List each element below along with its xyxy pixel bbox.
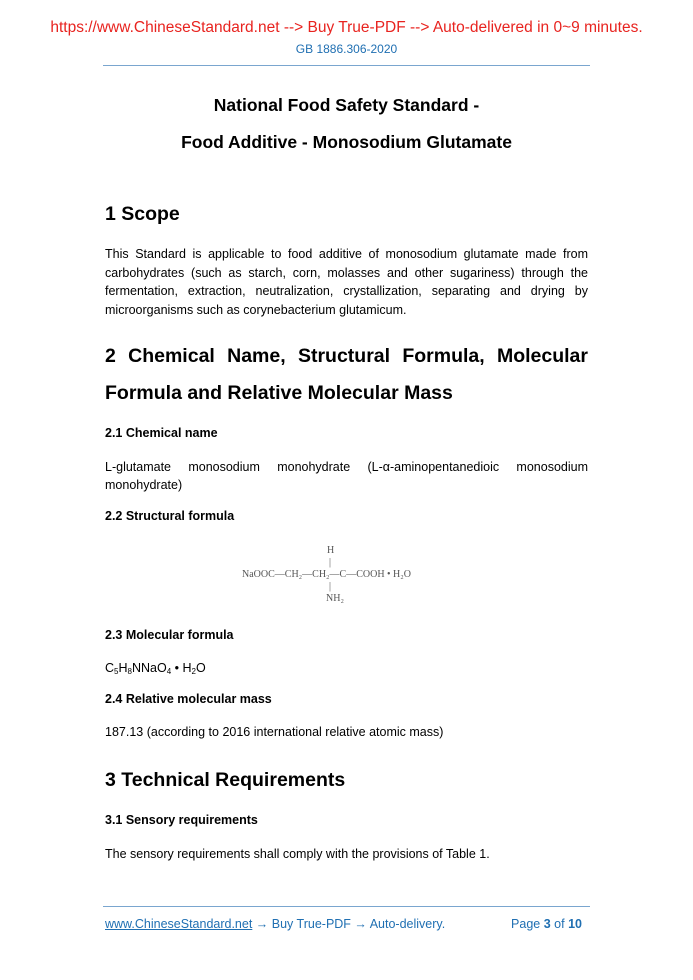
top-banner[interactable]: https://www.ChineseStandard.net --> Buy True-PDF --> Auto-delivered in 0~9 minutes.: [50, 19, 643, 36]
formula-chain: NaOOC—CH₂—CH₂—C—COOH • H₂O: [242, 569, 411, 580]
sensory-text: The sensory requirements shall comply with the provisions of Table 1.: [105, 847, 490, 861]
subsection-2-2-heading: 2.2 Structural formula: [105, 509, 235, 523]
mol-h-sub: 8: [127, 667, 132, 676]
footer: [105, 917, 588, 931]
mol-c: C: [105, 661, 115, 675]
mol-c-sub: 5: [114, 667, 119, 676]
page-number: 3: [543, 917, 551, 931]
mol-dot-h: • H: [171, 661, 192, 675]
subsection-2-1-heading: 2.1 Chemical name: [105, 426, 218, 440]
standard-code: GB 1886.306-2020: [295, 42, 398, 56]
section-2-heading-line1: 2 Chemical Name, Structural Formula, Molecular: [105, 345, 588, 367]
mol-o: O: [195, 661, 206, 675]
header-rule: [103, 65, 590, 66]
mol-o-sub: 4: [166, 667, 172, 676]
subsection-2-4-heading: 2.4 Relative molecular mass: [105, 692, 272, 706]
mol-nnao: NNaO: [131, 661, 167, 675]
footer-link[interactable]: www.ChineseStandard.net: [105, 917, 253, 931]
section-2-heading-line2: Formula and Relative Molecular Mass: [105, 382, 453, 404]
chemical-name-line1: L-glutamate monosodium monohydrate (L-α-aminopentanedioic monosodium: [105, 460, 588, 474]
scope-paragraph: This Standard is applicable to food additive of monosodium glutamate made from carbohydrates (such as starch, corn, molasses and other sugariness) through the fermentation, extraction, neutralization, crystallization, separating and drying by microorganisms such as corynebacterium glutamicum.: [105, 247, 588, 317]
formula-bond-top: |: [329, 557, 332, 568]
mol-h2-sub: 2: [191, 667, 196, 676]
page-indicator: [511, 917, 582, 931]
footer-rule: [103, 906, 590, 907]
page-label: Page: [511, 917, 541, 931]
mol-h: H: [118, 661, 128, 675]
page-total: 10: [568, 917, 582, 931]
relative-mass-text: 187.13 (according to 2016 international relative atomic mass): [105, 725, 444, 739]
of-label: of: [554, 917, 565, 931]
formula-nh2: NH₂: [326, 593, 344, 604]
subsection-2-3-heading: 2.3 Molecular formula: [105, 628, 234, 642]
molecular-formula: [105, 659, 588, 682]
structural-formula: [238, 543, 458, 607]
section-1-heading: 1 Scope: [105, 203, 180, 225]
formula-bond-bottom: |: [329, 581, 332, 592]
doc-title-line2: Food Additive - Monosodium Glutamate: [181, 132, 512, 152]
subsection-3-1-heading: 3.1 Sensory requirements: [105, 813, 258, 827]
formula-h: H: [327, 545, 335, 556]
chemical-name-line2: monohydrate): [105, 478, 183, 492]
section-3-heading: 3 Technical Requirements: [105, 769, 346, 791]
doc-title-line1: National Food Safety Standard -: [213, 95, 480, 115]
footer-text: → Buy True-PDF → Auto-delivery.: [252, 917, 446, 931]
